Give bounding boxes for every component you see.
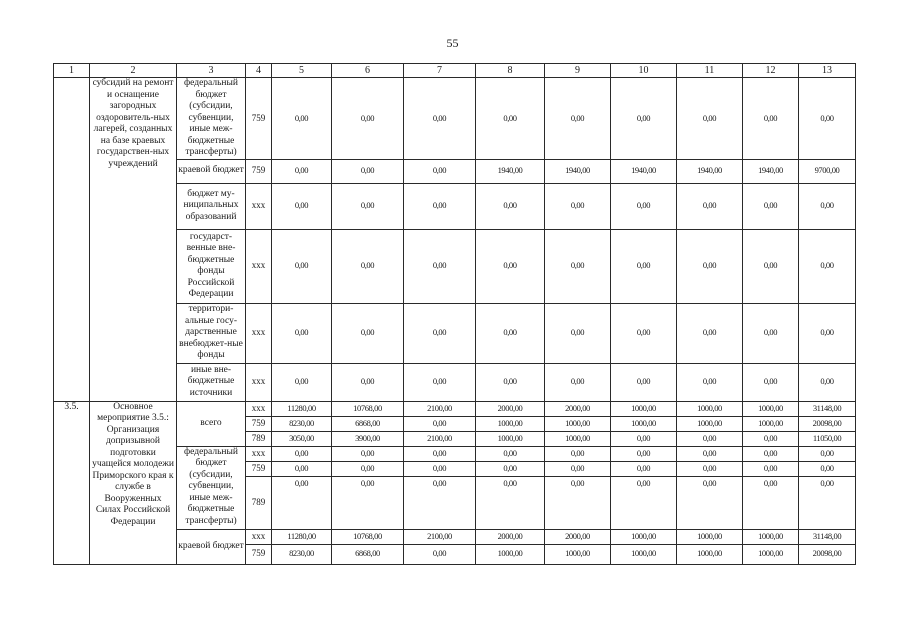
amount-cell: 0,00: [332, 78, 404, 160]
amount-cell: 0,00: [272, 159, 332, 183]
budget-code: ххх: [246, 183, 272, 229]
budget-code: 759: [246, 159, 272, 183]
header-row: [54, 64, 856, 78]
funding-source: бюджет му-ниципальных образований: [177, 183, 246, 229]
amount-cell: 2100,00: [404, 529, 476, 544]
column-header: 13: [799, 64, 856, 78]
column-header: 7: [404, 64, 476, 78]
column-header: 5: [272, 64, 332, 78]
amount-cell: 0,00: [677, 303, 743, 363]
amount-cell: 0,00: [332, 159, 404, 183]
funding-source: государст-венные вне-бюджетные фонды Российской Федерации: [177, 229, 246, 303]
budget-code: 759: [246, 461, 272, 476]
amount-cell: 10768,00: [332, 529, 404, 544]
amount-cell: 0,00: [743, 476, 799, 529]
funding-source: иные вне-бюджетные источники: [177, 363, 246, 401]
amount-cell: 0,00: [611, 229, 677, 303]
amount-cell: 0,00: [677, 78, 743, 160]
amount-cell: 1000,00: [476, 544, 545, 564]
amount-cell: 0,00: [611, 183, 677, 229]
budget-code: ххх: [246, 229, 272, 303]
amount-cell: 0,00: [332, 476, 404, 529]
amount-cell: 1000,00: [611, 529, 677, 544]
amount-cell: 0,00: [332, 183, 404, 229]
amount-cell: 0,00: [476, 78, 545, 160]
amount-cell: 0,00: [677, 229, 743, 303]
amount-cell: 9700,00: [799, 159, 856, 183]
column-header: 8: [476, 64, 545, 78]
amount-cell: 31148,00: [799, 529, 856, 544]
amount-cell: 0,00: [799, 363, 856, 401]
amount-cell: 0,00: [799, 78, 856, 160]
activity-name: субсидий на ремонт и оснащение загородных оздоровитель-ных лагерей, созданных на базе краевых государствен-ных учреждений: [90, 78, 177, 402]
amount-cell: 0,00: [611, 431, 677, 446]
amount-cell: 0,00: [404, 544, 476, 564]
amount-cell: 0,00: [272, 229, 332, 303]
amount-cell: 1940,00: [476, 159, 545, 183]
column-header: 6: [332, 64, 404, 78]
amount-cell: 20098,00: [799, 416, 856, 431]
column-header: 9: [545, 64, 611, 78]
funding-source: федеральный бюджет (субсидии, субвенции, иные меж-бюджетные трансферты): [177, 78, 246, 160]
budget-code: ххх: [246, 363, 272, 401]
amount-cell: 0,00: [332, 461, 404, 476]
amount-cell: 1940,00: [677, 159, 743, 183]
page-number: 55: [446, 36, 459, 50]
amount-cell: 2100,00: [404, 401, 476, 416]
amount-cell: 0,00: [404, 229, 476, 303]
item-number: 3.5.: [54, 401, 90, 564]
amount-cell: 0,00: [272, 446, 332, 461]
funding-source: всего: [177, 401, 246, 446]
activity-name: Основное мероприятие 3.5.: Организация допризывной подготовки учащейся молодежи Приморского края к службе в Вооруженных Силах Российской Федерации: [90, 401, 177, 564]
amount-cell: 11280,00: [272, 401, 332, 416]
budget-table: [53, 63, 856, 565]
amount-cell: 1000,00: [476, 416, 545, 431]
budget-code: 789: [246, 476, 272, 529]
budget-code: 759: [246, 416, 272, 431]
amount-cell: 0,00: [545, 78, 611, 160]
amount-cell: 1000,00: [545, 544, 611, 564]
amount-cell: 3900,00: [332, 431, 404, 446]
amount-cell: 2000,00: [545, 529, 611, 544]
amount-cell: 0,00: [677, 446, 743, 461]
amount-cell: 0,00: [332, 446, 404, 461]
amount-cell: 0,00: [677, 431, 743, 446]
amount-cell: 0,00: [332, 229, 404, 303]
amount-cell: 0,00: [799, 446, 856, 461]
amount-cell: 2100,00: [404, 431, 476, 446]
amount-cell: 8230,00: [272, 416, 332, 431]
amount-cell: 1000,00: [611, 416, 677, 431]
amount-cell: 0,00: [272, 363, 332, 401]
amount-cell: 0,00: [404, 78, 476, 160]
amount-cell: 0,00: [545, 363, 611, 401]
amount-cell: 0,00: [799, 461, 856, 476]
amount-cell: 1000,00: [743, 544, 799, 564]
amount-cell: 0,00: [611, 303, 677, 363]
amount-cell: 1000,00: [611, 544, 677, 564]
amount-cell: 2000,00: [476, 529, 545, 544]
funding-source: федеральный бюджет (субсидии, субвенции, иные меж-бюджетные трансферты): [177, 446, 246, 529]
amount-cell: 0,00: [677, 461, 743, 476]
amount-cell: 10768,00: [332, 401, 404, 416]
amount-cell: 0,00: [272, 461, 332, 476]
amount-cell: 0,00: [743, 303, 799, 363]
amount-cell: 0,00: [476, 363, 545, 401]
amount-cell: 1940,00: [545, 159, 611, 183]
amount-cell: 0,00: [476, 446, 545, 461]
amount-cell: 1000,00: [743, 529, 799, 544]
amount-cell: 1000,00: [743, 401, 799, 416]
amount-cell: 11050,00: [799, 431, 856, 446]
amount-cell: 1000,00: [545, 416, 611, 431]
amount-cell: 1000,00: [743, 416, 799, 431]
amount-cell: 0,00: [272, 303, 332, 363]
amount-cell: 0,00: [404, 461, 476, 476]
amount-cell: 0,00: [476, 183, 545, 229]
column-header: 1: [54, 64, 90, 78]
amount-cell: 0,00: [404, 303, 476, 363]
amount-cell: 0,00: [799, 303, 856, 363]
amount-cell: 1940,00: [743, 159, 799, 183]
budget-code: 789: [246, 431, 272, 446]
amount-cell: 1000,00: [611, 401, 677, 416]
amount-cell: 0,00: [743, 446, 799, 461]
amount-cell: 8230,00: [272, 544, 332, 564]
table-row: [54, 78, 856, 160]
amount-cell: 0,00: [677, 476, 743, 529]
column-header: 11: [677, 64, 743, 78]
amount-cell: 0,00: [404, 363, 476, 401]
amount-cell: 0,00: [799, 183, 856, 229]
amount-cell: 0,00: [799, 476, 856, 529]
amount-cell: 0,00: [272, 183, 332, 229]
column-header: 12: [743, 64, 799, 78]
amount-cell: 0,00: [545, 183, 611, 229]
amount-cell: 0,00: [799, 229, 856, 303]
amount-cell: 0,00: [476, 461, 545, 476]
amount-cell: 0,00: [743, 78, 799, 160]
amount-cell: 0,00: [545, 446, 611, 461]
item-number: [54, 78, 90, 402]
amount-cell: 0,00: [476, 476, 545, 529]
amount-cell: 0,00: [545, 461, 611, 476]
funding-source: краевой бюджет: [177, 159, 246, 183]
amount-cell: 0,00: [404, 159, 476, 183]
budget-code: ххх: [246, 303, 272, 363]
amount-cell: 11280,00: [272, 529, 332, 544]
amount-cell: 0,00: [404, 183, 476, 229]
amount-cell: 0,00: [476, 303, 545, 363]
amount-cell: 0,00: [611, 78, 677, 160]
funding-source: краевой бюджет: [177, 529, 246, 564]
column-header: 4: [246, 64, 272, 78]
amount-cell: 1940,00: [611, 159, 677, 183]
amount-cell: 31148,00: [799, 401, 856, 416]
amount-cell: 2000,00: [545, 401, 611, 416]
amount-cell: 0,00: [272, 78, 332, 160]
column-header: 10: [611, 64, 677, 78]
amount-cell: 1000,00: [677, 416, 743, 431]
amount-cell: 1000,00: [545, 431, 611, 446]
amount-cell: 1000,00: [677, 401, 743, 416]
amount-cell: 0,00: [332, 303, 404, 363]
amount-cell: 1000,00: [476, 431, 545, 446]
amount-cell: 0,00: [404, 416, 476, 431]
amount-cell: 0,00: [743, 461, 799, 476]
amount-cell: 0,00: [743, 229, 799, 303]
amount-cell: 0,00: [611, 363, 677, 401]
amount-cell: 0,00: [743, 363, 799, 401]
amount-cell: 0,00: [677, 183, 743, 229]
amount-cell: 0,00: [743, 183, 799, 229]
budget-code: 759: [246, 544, 272, 564]
amount-cell: 0,00: [611, 461, 677, 476]
amount-cell: 0,00: [611, 476, 677, 529]
column-header: 2: [90, 64, 177, 78]
amount-cell: 1000,00: [677, 544, 743, 564]
amount-cell: 0,00: [611, 446, 677, 461]
amount-cell: 0,00: [677, 363, 743, 401]
amount-cell: 1000,00: [677, 529, 743, 544]
amount-cell: 20098,00: [799, 544, 856, 564]
amount-cell: 0,00: [545, 476, 611, 529]
budget-code: 759: [246, 78, 272, 160]
amount-cell: 2000,00: [476, 401, 545, 416]
amount-cell: 0,00: [545, 303, 611, 363]
amount-cell: 0,00: [404, 476, 476, 529]
amount-cell: 0,00: [476, 229, 545, 303]
amount-cell: 0,00: [743, 431, 799, 446]
funding-source: территори-альные госу-дарственные внебюджет-ные фонды: [177, 303, 246, 363]
amount-cell: 3050,00: [272, 431, 332, 446]
amount-cell: 6868,00: [332, 544, 404, 564]
amount-cell: 0,00: [545, 229, 611, 303]
table-row: [54, 401, 856, 416]
amount-cell: 0,00: [404, 446, 476, 461]
column-header: 3: [177, 64, 246, 78]
amount-cell: 6868,00: [332, 416, 404, 431]
budget-code: ххх: [246, 529, 272, 544]
amount-cell: 0,00: [332, 363, 404, 401]
amount-cell: 0,00: [272, 476, 332, 529]
budget-code: ххх: [246, 446, 272, 461]
budget-code: ххх: [246, 401, 272, 416]
